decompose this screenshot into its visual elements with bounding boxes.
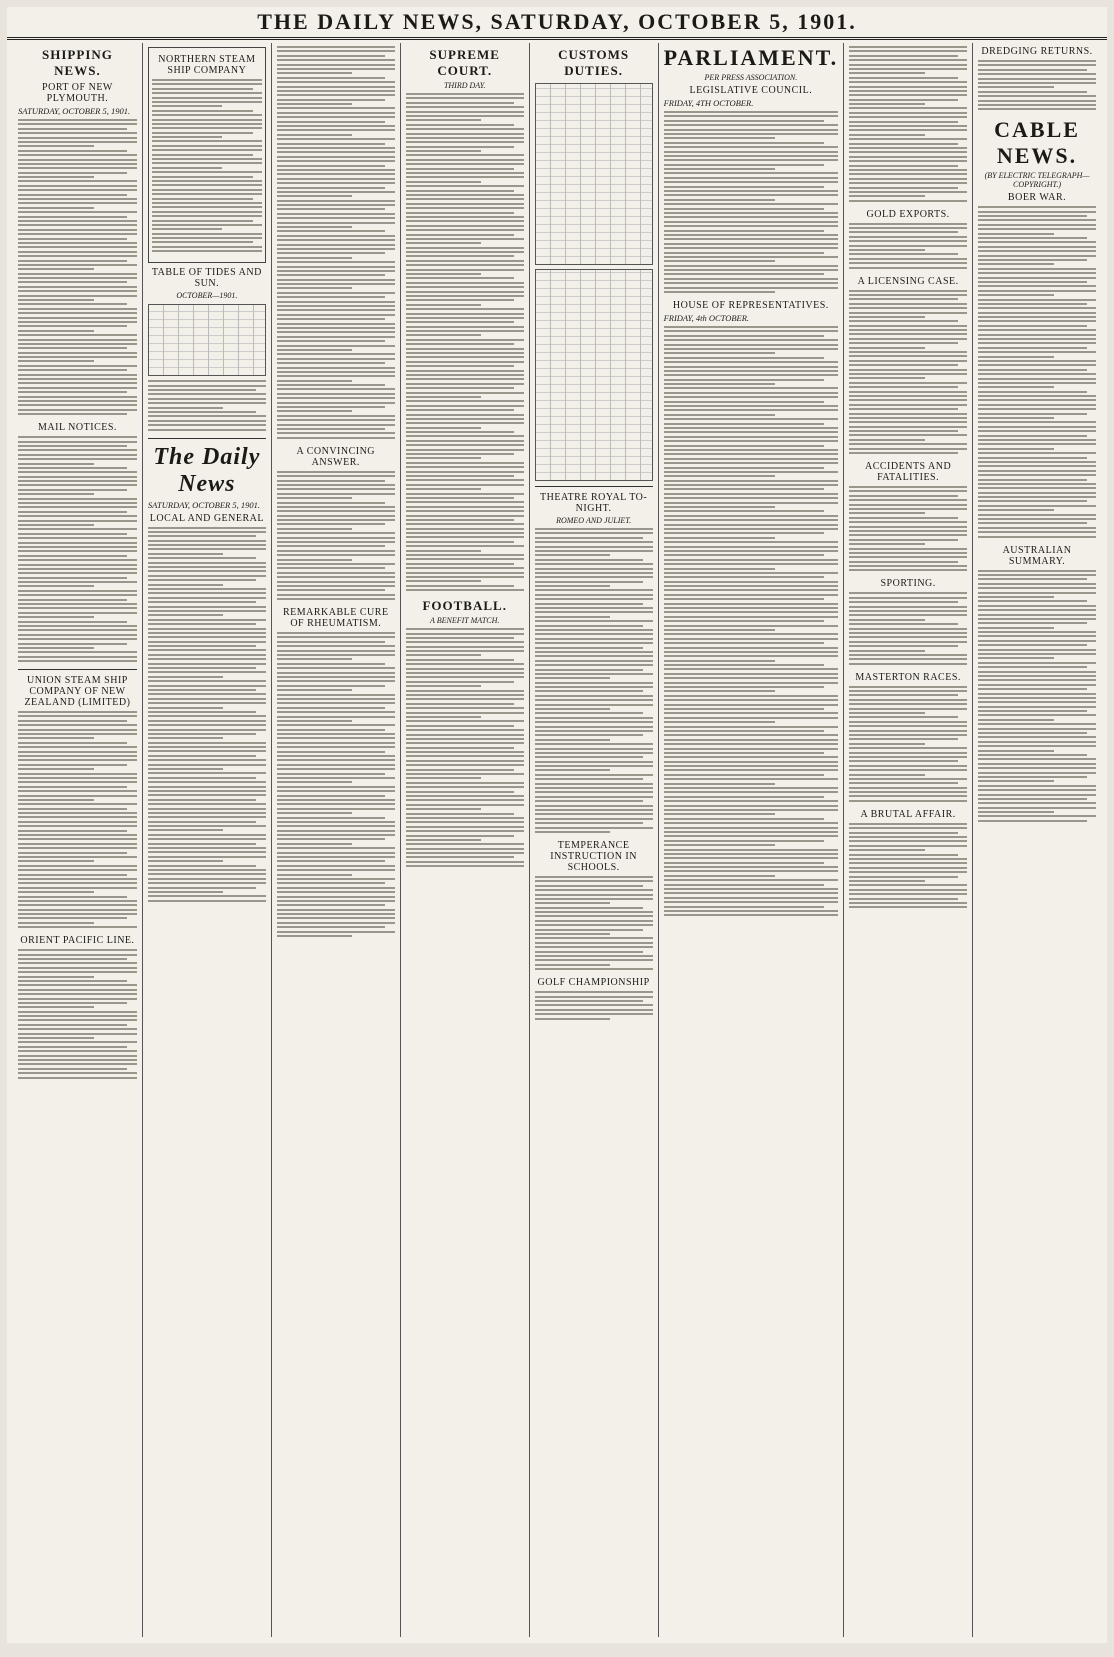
body-text <box>406 93 524 591</box>
house-date: FRIDAY, 4th OCTOBER. <box>663 313 750 324</box>
heading-customs-duties: CUSTOMS DUTIES. <box>558 47 630 78</box>
heading-theatre-royal: THEATRE ROYAL TO-NIGHT. <box>540 492 648 514</box>
body-text <box>152 79 262 252</box>
body-text <box>406 628 524 867</box>
heading-golf: GOLF CHAMPIONSHIP <box>537 977 650 989</box>
tides-table <box>148 304 266 376</box>
heading-football: FOOTBALL. <box>422 598 507 614</box>
body-text <box>664 326 839 916</box>
heading-supreme-court: SUPREME COURT. <box>429 47 500 78</box>
heading-licensing-case: A LICENSING CASE. <box>857 275 959 287</box>
heading-brutal-affair: A BRUTAL AFFAIR. <box>860 808 956 820</box>
heading-boer-war: BOER WAR. <box>1007 192 1067 204</box>
football-subheading: A BENEFIT MATCH. <box>429 616 500 626</box>
body-text <box>535 876 653 970</box>
council-date: FRIDAY, 4TH OCTOBER. <box>663 98 754 108</box>
body-text <box>277 632 395 937</box>
body-text <box>535 528 653 833</box>
column-4 <box>400 43 529 1637</box>
body-text <box>849 592 967 664</box>
body-text <box>664 111 839 293</box>
cable-news-subheading: (BY ELECTRIC TELEGRAPH—COPYRIGHT.) <box>984 171 1090 190</box>
divider <box>18 669 137 670</box>
heading-orient-pacific: ORIENT PACIFIC LINE. <box>20 935 135 947</box>
heading-sporting: SPORTING. <box>880 578 936 590</box>
newspaper-logo: The Daily News <box>153 443 261 497</box>
heading-local-general: LOCAL AND GENERAL <box>149 512 264 524</box>
masthead <box>7 7 1107 40</box>
customs-table-2 <box>535 269 653 481</box>
heading-temperance: TEMPERANCE INSTRUCTION IN SCHOOLS. <box>550 839 637 873</box>
supreme-court-subheading: THIRD DAY. <box>443 81 486 90</box>
newspaper-page <box>7 7 1107 1643</box>
heading-shipping-news: SHIPPING NEWS. <box>42 47 113 78</box>
heading-port: PORT OF NEW PLYMOUTH. <box>42 82 113 104</box>
body-text <box>849 686 967 802</box>
body-text <box>148 380 266 430</box>
body-text <box>849 46 967 202</box>
heading-accidents: ACCIDENTS AND FATALITIES. <box>865 461 952 484</box>
heading-tides: TABLE OF TIDES AND SUN. <box>151 267 262 290</box>
masthead-title: THE DAILY NEWS, SATURDAY, OCTOBER 5, 1901. <box>257 9 857 34</box>
heading-dredging: DREDGING RETURNS. <box>981 46 1093 57</box>
body-text <box>535 991 653 1019</box>
heading-rheumatism: REMARKABLE CURE OF RHEUMATISM. <box>283 607 389 630</box>
column-5 <box>529 43 658 1637</box>
heading-house-reps: HOUSE OF REPRESENTATIVES. <box>672 300 829 312</box>
heading-legislative-council: LEGISLATIVE COUNCIL. <box>689 85 813 96</box>
body-text <box>18 436 137 662</box>
heading-cable-news: CABLE NEWS. <box>994 117 1080 169</box>
body-text <box>148 527 266 902</box>
heading-gold-exports: GOLD EXPORTS. <box>866 208 950 220</box>
edition-date: SATURDAY, OCTOBER 5, 1901. <box>147 499 260 510</box>
divider <box>148 438 266 439</box>
column-7 <box>843 43 972 1637</box>
columns <box>13 43 1101 1637</box>
body-text <box>277 471 395 600</box>
column-3 <box>271 43 400 1637</box>
body-text <box>18 711 137 928</box>
column-1 <box>13 43 142 1637</box>
body-text <box>978 206 1096 537</box>
column-2 <box>142 43 271 1637</box>
heading-australian-summary: AUSTRALIAN SUMMARY. <box>1002 544 1072 567</box>
divider <box>535 486 653 487</box>
body-text <box>277 46 395 439</box>
press-association: PER PRESS ASSOCIATION. <box>704 73 798 82</box>
body-text <box>849 823 967 908</box>
body-text <box>849 290 967 454</box>
heading-union-steam: UNION STEAM SHIP COMPANY OF NEW ZEALAND (LIMITED) <box>24 675 131 709</box>
heading-masterton-races: MASTERTON RACES. <box>855 671 961 683</box>
body-text <box>18 949 137 1078</box>
column-6 <box>658 43 844 1637</box>
heading-parliament: PARLIAMENT. <box>663 45 839 70</box>
heading-mail-notices: MAIL NOTICES. <box>38 422 117 434</box>
body-text <box>978 570 1096 822</box>
theatre-subheading: ROMEO AND JULIET. <box>556 516 632 525</box>
body-text <box>849 486 967 571</box>
advert-northern-steam <box>148 47 266 263</box>
body-text <box>978 60 1096 110</box>
customs-table <box>535 83 653 265</box>
shipping-date: SATURDAY, OCTOBER 5, 1901. <box>18 106 131 116</box>
column-8 <box>972 43 1101 1637</box>
heading-convincing-answer: A CONVINCING ANSWER. <box>296 445 376 468</box>
tides-subheading: OCTOBER—1901. <box>176 291 238 301</box>
heading-northern-steam: NORTHERN STEAM SHIP COMPANY <box>158 54 256 76</box>
body-text <box>18 119 137 415</box>
body-text <box>849 223 967 269</box>
